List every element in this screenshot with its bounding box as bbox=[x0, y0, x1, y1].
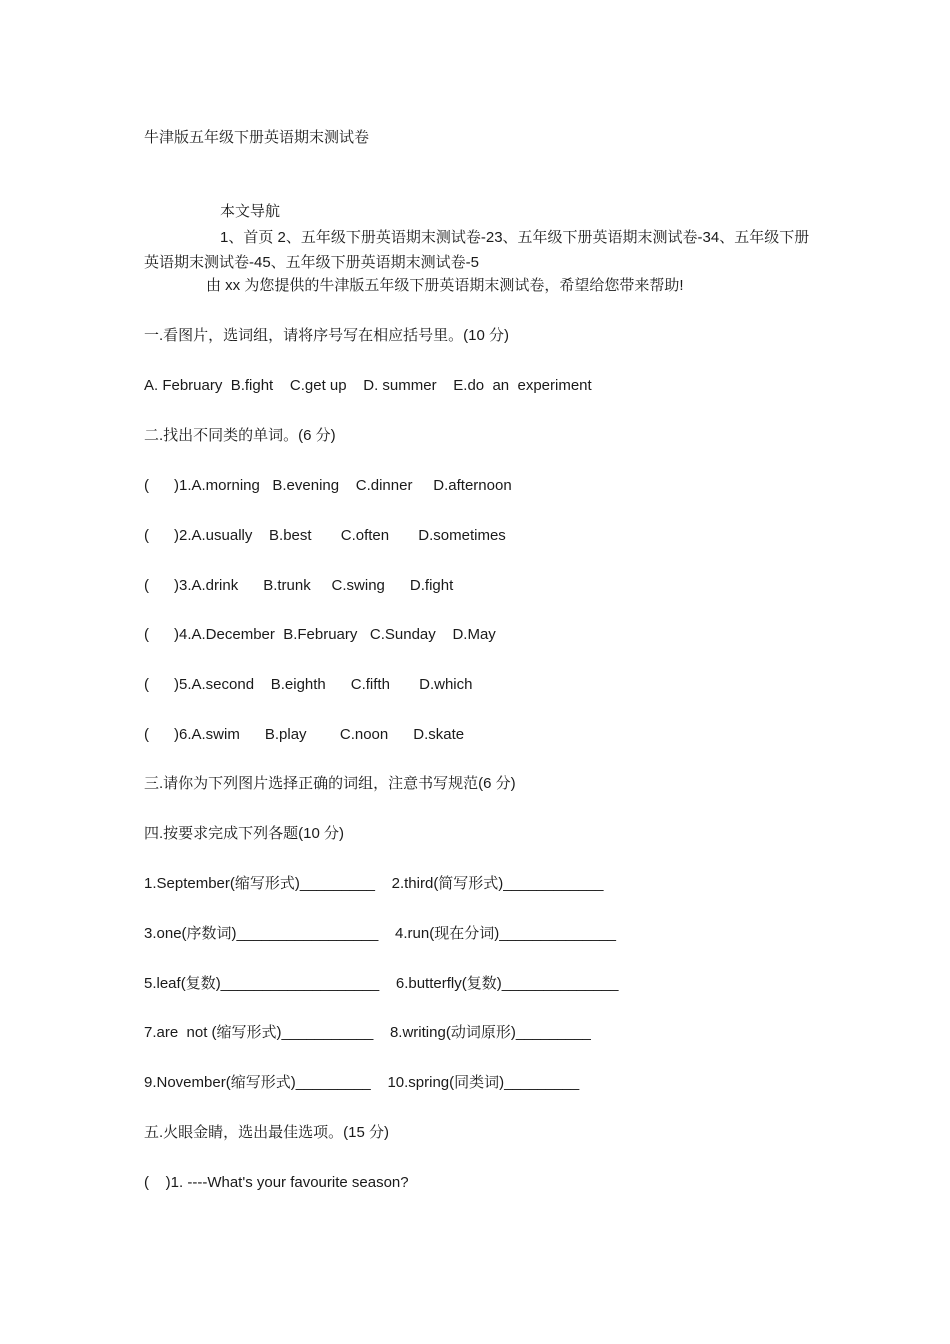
list-item: 7.are not (缩写形式)___________ 8.writing(动词原形)_________ bbox=[144, 1024, 591, 1041]
list-item: 1.September(缩写形式)_________ 2.third(简写形式)____________ bbox=[144, 875, 604, 892]
section-1-title: 一.看图片，选词组，请将序号写在相应括号里。(10 分) bbox=[144, 327, 510, 344]
list-item: ( )4.A.December B.February C.Sunday D.May bbox=[144, 626, 496, 643]
list-item: ( )6.A.swim B.play C.noon D.skate bbox=[144, 726, 465, 743]
list-item: ( )1. ----What's your favourite season? bbox=[144, 1174, 409, 1191]
list-item: ( )3.A.drink B.trunk C.swing D.fight bbox=[144, 577, 454, 594]
section-3-title: 三.请你为下列图片选择正确的词组，注意书写规范(6 分) bbox=[144, 775, 516, 792]
list-item: ( )1.A.morning B.evening C.dinner D.afternoon bbox=[144, 477, 512, 494]
intro-text: 由 xx 为您提供的牛津版五年级下册英语期末测试卷，希望给您带来帮助! bbox=[206, 277, 684, 294]
document-title: 牛津版五年级下册英语期末测试卷 bbox=[144, 129, 370, 146]
list-item: ( )2.A.usually B.best C.often D.sometimes bbox=[144, 527, 506, 544]
list-item: 3.one(序数词)_________________ 4.run(现在分词)______________ bbox=[144, 925, 616, 942]
section-5-title: 五.火眼金睛，选出最佳选项。(15 分) bbox=[144, 1124, 390, 1141]
section-2-title: 二.找出不同类的单词。(6 分) bbox=[144, 427, 336, 444]
section-1-options: A. February B.fight C.get up D. summer E.do an experiment bbox=[144, 377, 592, 394]
nav-heading: 本文导航 bbox=[220, 203, 281, 220]
list-item: 9.November(缩写形式)_________ 10.spring(同类词)_________ bbox=[144, 1074, 580, 1091]
list-item: ( )5.A.second B.eighth C.fifth D.which bbox=[144, 676, 473, 693]
nav-links: 1、首页 2、五年级下册英语期末测试卷-23、五年级下册英语期末测试卷-34、五年级下册英语期末测试卷-45、五年级下册英语期末测试卷-5 bbox=[144, 229, 810, 271]
section-4-title: 四.按要求完成下列各题(10 分) bbox=[144, 825, 345, 842]
list-item: 5.leaf(复数)___________________ 6.butterfly(复数)______________ bbox=[144, 975, 619, 992]
